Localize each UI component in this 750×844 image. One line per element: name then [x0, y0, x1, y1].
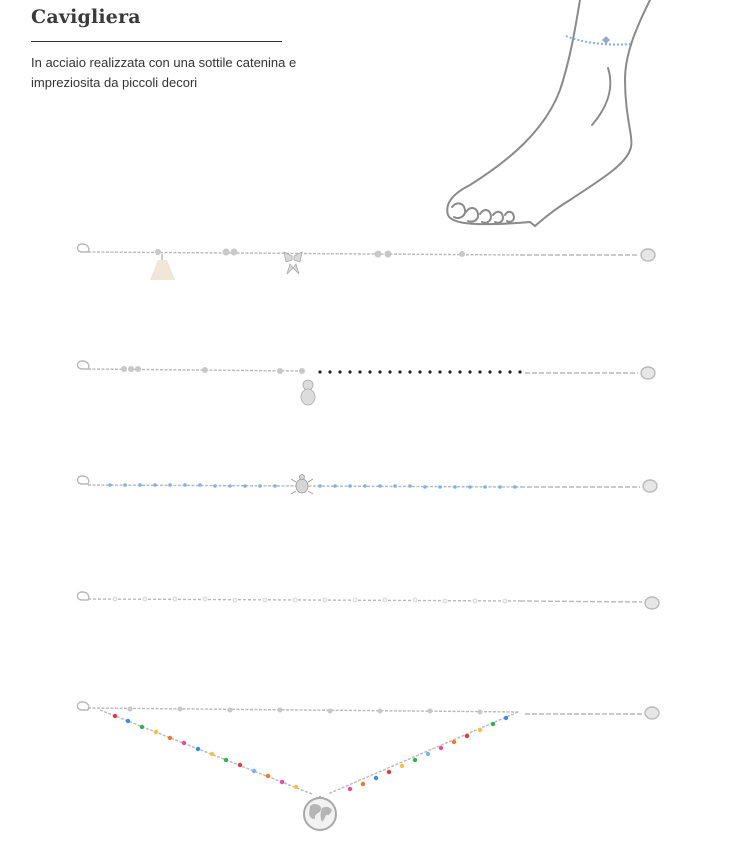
page-title: Cavigliera — [31, 6, 141, 28]
butterfly-charm-icon — [284, 252, 302, 274]
anklet-product-4 — [70, 588, 670, 618]
anklet-product-3 — [70, 470, 670, 510]
turtle-charm-icon — [291, 475, 313, 495]
blue-enamel-beads — [108, 483, 517, 489]
tassel-icon — [150, 254, 175, 280]
anklet-product-1 — [70, 238, 670, 293]
product-description: In acciaio realizzata con una sottile catenina e impreziosita da piccoli decori — [31, 55, 297, 90]
world-map-pendant-icon — [304, 796, 336, 830]
multicolor-beads — [113, 714, 508, 791]
anklet-product-2 — [70, 355, 670, 410]
title-divider — [31, 41, 282, 42]
foot-with-anklet-icon — [430, 0, 670, 235]
anklet-on-foot — [566, 36, 630, 45]
black-beads — [318, 370, 521, 373]
anklet-product-5 — [70, 696, 670, 836]
teddy-bear-charm-icon — [301, 380, 315, 405]
